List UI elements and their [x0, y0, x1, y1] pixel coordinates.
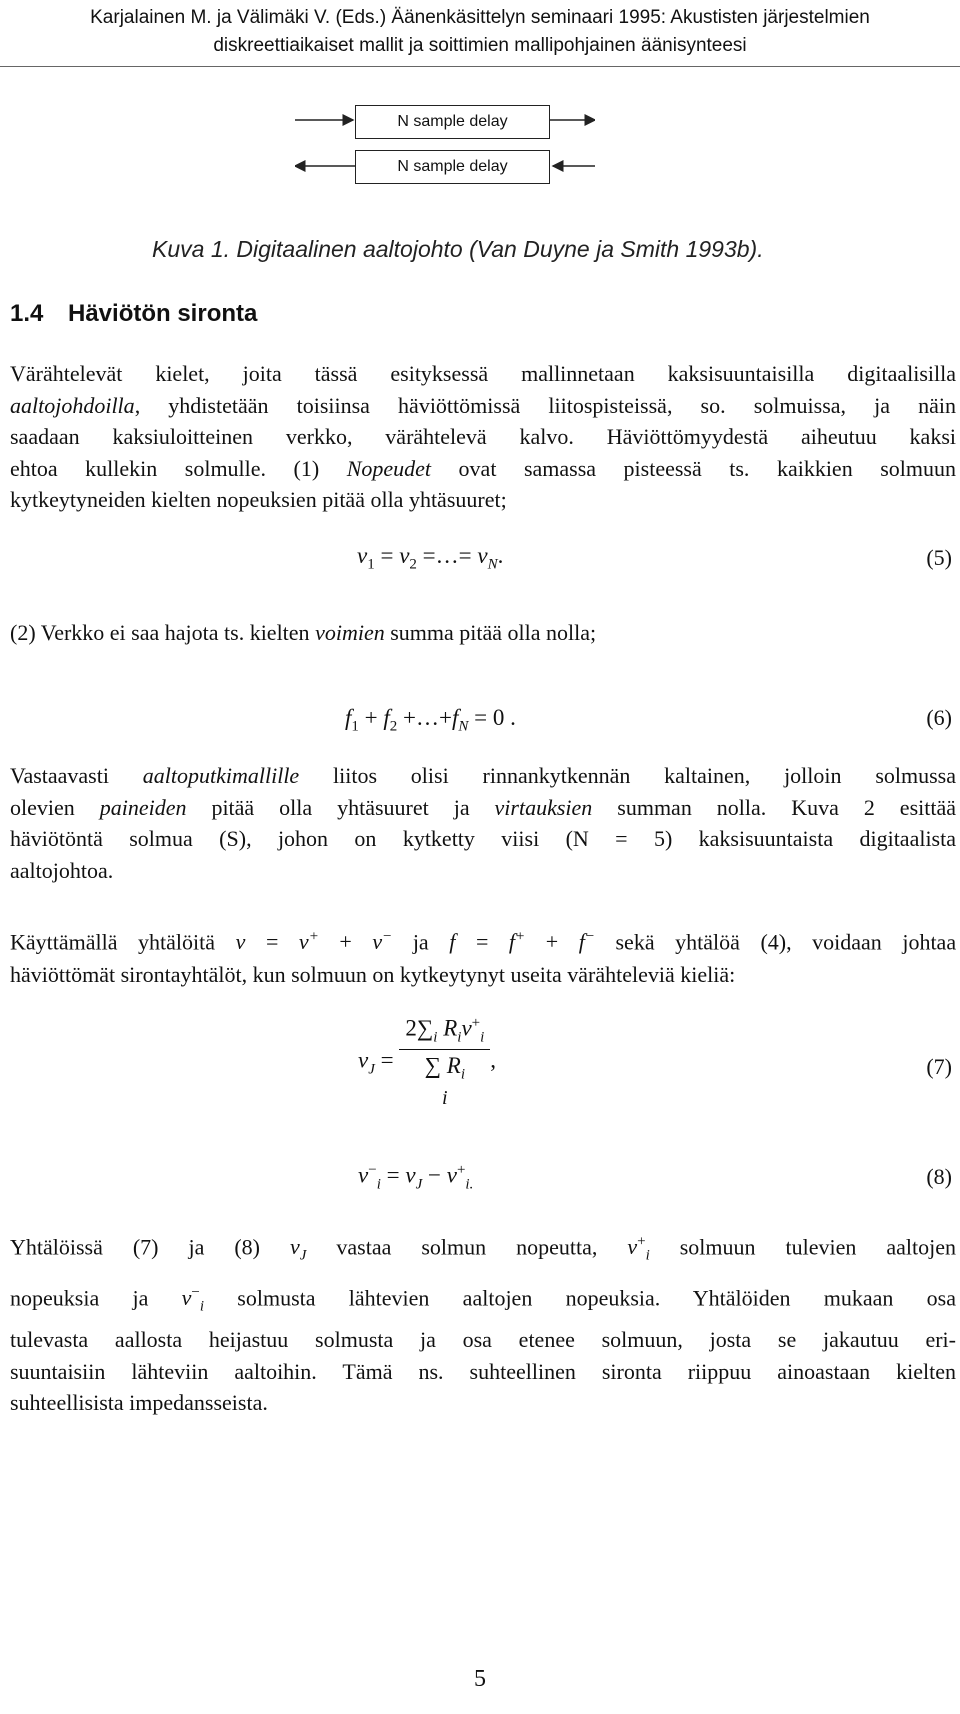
p3-italic-virtauksien: virtauksien: [494, 794, 593, 820]
p1-line-4-pre: ehtoa kullekin solmulle. (1): [10, 455, 347, 481]
p2-line-1: [10, 617, 956, 649]
p3-line-4: aaltojohtoa.: [10, 857, 114, 883]
equation-7-fraction: $2\sum_i$ $R_iv^+_i$ ∑ $R_i$ i: [399, 1015, 490, 1110]
p3-l2-mid: pitää olla yhtäsuuret ja: [186, 794, 495, 820]
equation-7-number: (7): [926, 1054, 952, 1079]
p5-l2-post: solmusta lähtevien aaltojen nopeuksia. Yhtälöiden mukaan osa: [237, 1285, 956, 1311]
p1-line-3: saadaan kaksiuloitteinen verkko, värähtelevä kalvo. Häviöttömyydestä aiheutuu kaksi: [10, 424, 956, 449]
p1-line-4-post: ovat samassa pisteessä ts. kaikkien solmuun: [431, 455, 956, 481]
p5-line-3: tulevasta aallosta heijastuu solmusta ja osa etenee solmuun, josta se jakautuu eri-: [10, 1327, 956, 1353]
p3-l1-pre: Vastaavasti: [10, 763, 143, 788]
p5-inline-vminus: $v^-_i$: [181, 1284, 205, 1315]
paragraph-1: [10, 358, 956, 516]
p1-line-5: kytkeytyneiden kielten nopeuksien pitää olla yhtäsuuret;: [10, 487, 507, 512]
p5-line-2: [10, 1275, 956, 1325]
p5-line-1: [10, 1223, 956, 1275]
waveguide-figure: [295, 108, 595, 198]
p4-line-2: häviöttömät sirontayhtälöt, kun solmuun on kytkeytynyt useita värähteleviä kieliä:: [10, 962, 736, 988]
p5-line-4: suuntaisiin lähteviin aaltoihin. Tämä ns. suhteellinen sironta riippuu ainoastaan kielten: [10, 1358, 956, 1384]
p3-l2-pre: olevien: [10, 794, 100, 820]
p1-line-4: [10, 453, 956, 485]
p2-pre: (2) Verkko ei saa hajota ts. kielten: [10, 620, 316, 645]
running-header-line-2: diskreettiaikaiset mallit ja soittimien mallipohjainen äänisynteesi: [213, 35, 747, 56]
p2-italic-voimien: voimien: [315, 620, 385, 645]
p1-italic-nopeudet: Nopeudet: [346, 455, 432, 481]
running-header-line-1: Karjalainen M. ja Välimäki V. (Eds.) Äänenkäsittelyn seminaari 1995: Akustisten järjestelmien: [90, 7, 870, 28]
p5-inline-vplus: $v^+_i$: [627, 1234, 650, 1264]
p1-line-2-rest: , yhdistetään toisiinsa häviöttömissä liitospisteissä, so. solmuissa, ja näin: [134, 392, 956, 418]
p4-mid: ja: [412, 929, 429, 955]
section-heading: [10, 300, 257, 328]
equation-5-number: (5): [926, 545, 952, 570]
p5-l1-post: solmuun tulevien aaltojen: [679, 1234, 956, 1260]
p3-italic-aaltoputki: aaltoputkimallille: [142, 763, 300, 788]
p3-italic-paineiden: paineiden: [99, 794, 187, 820]
delay-box-top-label: N sample delay: [397, 113, 508, 130]
p1-line-2: [10, 390, 956, 422]
p3-l2-post: summan nolla. Kuva 2 esittää: [592, 794, 956, 820]
section-title: Häviötön sironta: [68, 300, 258, 327]
delay-box-bottom: [355, 150, 550, 184]
p3-line-3: häviötöntä solmua (S), johon on kytketty viisi (N = 5) kaksisuuntaista digitaalista: [10, 826, 956, 851]
equation-5: $v_1 = v_2$ =…= $v_N$.: [357, 543, 504, 573]
header-rule: [0, 66, 960, 67]
p4-inline-eq-v: v = v+ + v−: [235, 929, 393, 955]
equation-8: $v^-_i = v_J - v^+_{i.}$: [358, 1162, 474, 1193]
p4-line-1: [10, 920, 956, 959]
paragraph-3: [10, 760, 956, 886]
p4-pre: Käyttämällä yhtälöitä: [10, 929, 216, 955]
p5-l2-pre: nopeuksia ja: [10, 1285, 149, 1311]
section-number: 1.4: [10, 300, 44, 327]
paragraph-5: [10, 1223, 956, 1419]
p4-inline-eq-f: f = f+ + f−: [449, 929, 595, 955]
p5-line-5: suhteellisista impedansseista.: [10, 1390, 268, 1416]
figure-caption: Kuva 1. Digitaalinen aaltojohto (Van Duyne ja Smith 1993b).: [152, 236, 764, 262]
equation-6: $f_1 + f_2$ $+\dots+f_N = 0$ .: [345, 705, 516, 735]
delay-box-bottom-label: N sample delay: [397, 158, 508, 175]
paragraph-4: [10, 920, 956, 991]
delay-box-top: [355, 105, 550, 139]
p3-line-2: [10, 792, 956, 824]
p5-l1-pre: Yhtälöissä (7) ja (8): [10, 1234, 260, 1260]
p3-line-1: [10, 760, 956, 792]
p5-l1-mid: vastaa solmun nopeutta,: [336, 1234, 598, 1260]
p5-inline-vJ: $v_J$: [289, 1234, 307, 1264]
p4-post: sekä yhtälöä (4), voidaan johtaa: [615, 929, 957, 955]
equation-8-number: (8): [926, 1164, 952, 1189]
page-number: 5: [474, 1666, 486, 1692]
p1-italic-term: aaltojohdoilla: [10, 392, 135, 418]
p2-post: summa pitää olla nolla;: [384, 620, 597, 645]
equation-7: $v_J$ = $2\sum_i$ $R_iv^+_i$ ∑ $R_i$ i ,: [358, 1015, 497, 1109]
equation-6-number: (6): [926, 705, 952, 730]
paragraph-2: [10, 617, 956, 649]
p3-l1-post: liitos olisi rinnankytkennän kaltainen, jolloin solmussa: [299, 763, 956, 788]
p1-line-1: Värähtelevät kielet, joita tässä esityksessä mallinnetaan kaksisuuntaisilla digitaalisilla: [10, 361, 956, 386]
